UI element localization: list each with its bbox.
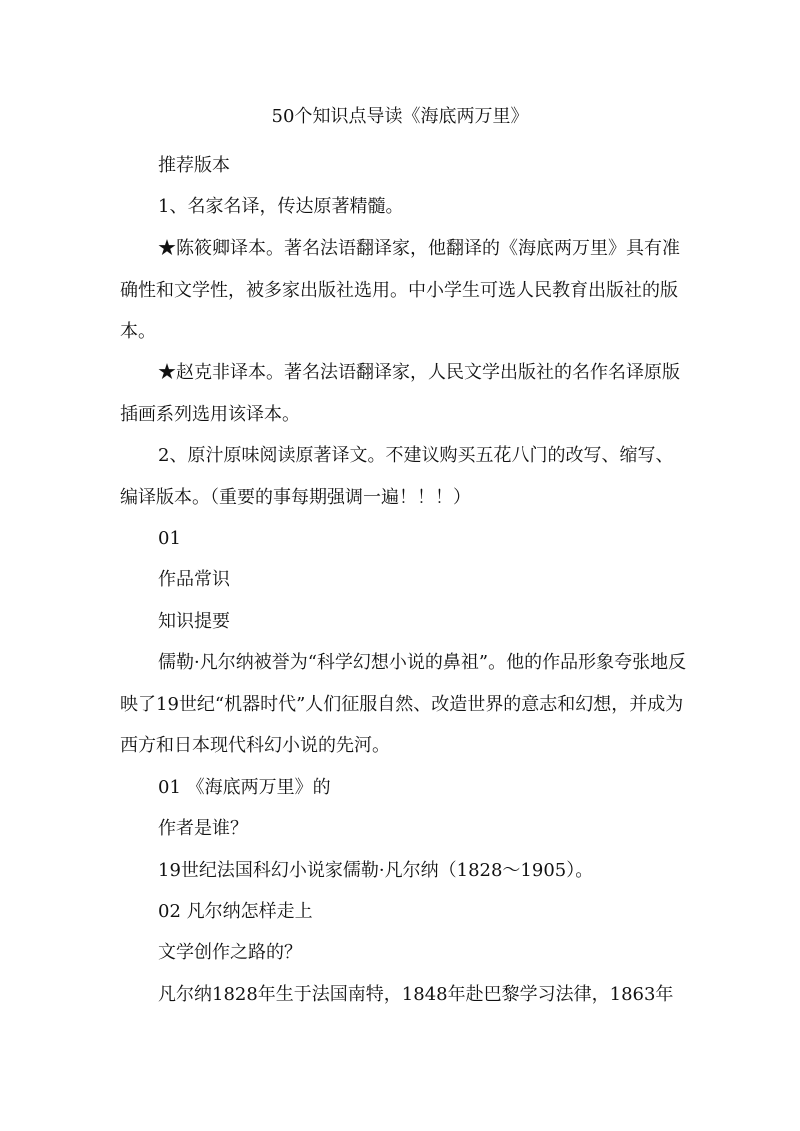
- question-02-line-2: 文学创作之路的？: [158, 942, 302, 963]
- section-number-01: 01: [158, 528, 181, 549]
- paragraph-original-translation: 2、原汁原味阅读原著译文。不建议购买五花八门的改写、缩写、编译版本。（重要的事每期强调一遍！！！）: [120, 445, 674, 508]
- paragraph-famous-translations: 1、名家名译，传达原著精髓。: [158, 196, 404, 217]
- answer-01: 19世纪法国科幻小说家儒勒·凡尔纳（1828～1905）。: [158, 860, 594, 881]
- paragraph-verne-introduction: 儒勒·凡尔纳被誉为“科学幻想小说的鼻祖”。他的作品形象夸张地反映了19世纪“机器时代”人们征服自然、改造世界的意志和幻想，并成为西方和日本现代科幻小说的先河。: [120, 652, 687, 756]
- question-02-line-1: 02 凡尔纳怎样走上: [158, 901, 313, 922]
- document-title: 50个知识点导读《海底两万里》: [271, 106, 529, 127]
- question-01-line-1: 01 《海底两万里》的: [158, 777, 331, 798]
- question-01-line-2: 作者是谁？: [158, 818, 248, 839]
- section-heading-recommended-editions: 推荐版本: [158, 155, 230, 176]
- answer-02: 凡尔纳1828年生于法国南特，1848年赴巴黎学习法律，1863年: [158, 984, 674, 1005]
- section-heading-key-points: 知识提要: [158, 611, 230, 632]
- paragraph-chen-translation: ★陈筱卿译本。著名法语翻译家，他翻译的《海底两万里》具有准确性和文学性，被多家出版社选用。中小学生可选人民教育出版社的版本。: [120, 238, 680, 342]
- section-heading-work-knowledge: 作品常识: [158, 569, 230, 590]
- paragraph-zhao-translation: ★赵克非译本。著名法语翻译家，人民文学出版社的名作名译原版插画系列选用该译本。: [120, 362, 680, 425]
